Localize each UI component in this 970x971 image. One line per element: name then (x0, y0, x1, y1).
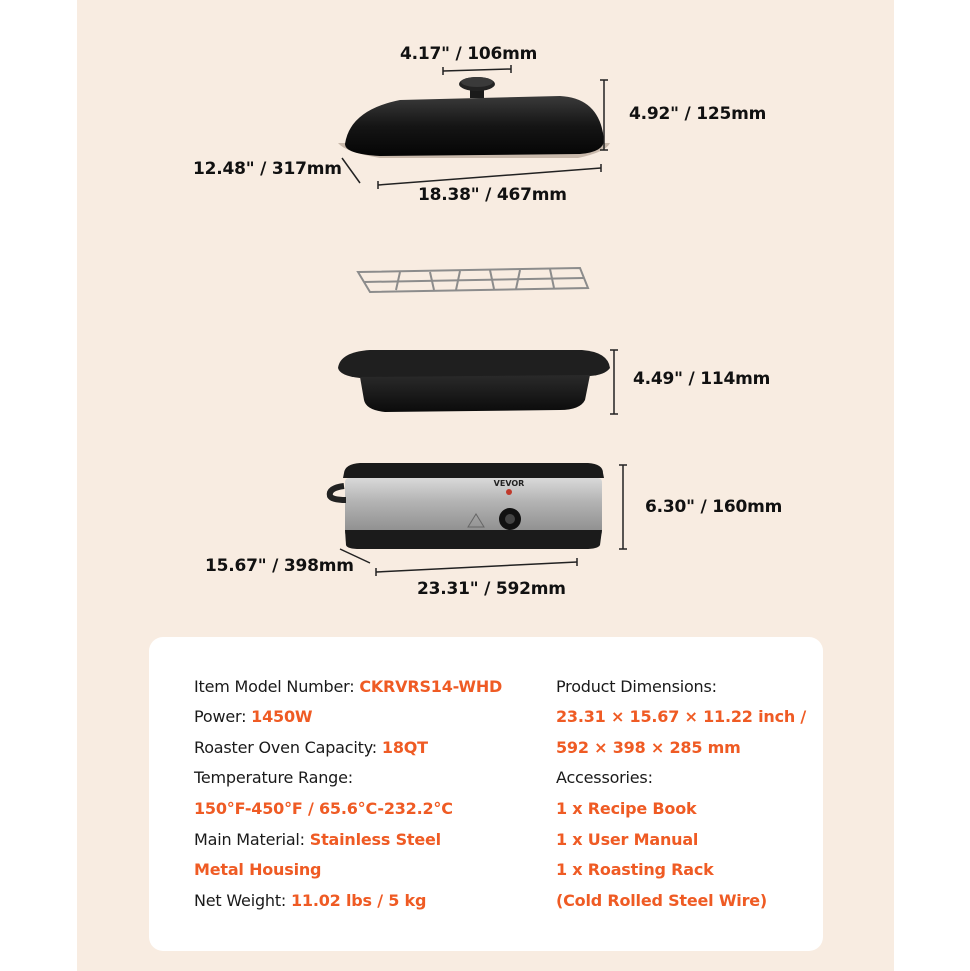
base-height-label: 6.30" / 160mm (645, 497, 783, 517)
knob-width-label: 4.17" / 106mm (400, 44, 538, 64)
spec-weight-label: Net Weight: (194, 891, 291, 910)
spec-temp-label: Temperature Range: (194, 768, 353, 787)
spec-power-value: 1450W (251, 707, 313, 726)
spec-material-label: Main Material: (194, 830, 310, 849)
spec-dimensions-label: Product Dimensions: (556, 677, 717, 696)
spec-dimensions-value-2: 592 × 398 × 285 mm (556, 738, 741, 757)
spec-power-label: Power: (194, 707, 252, 726)
lid-depth-label: 12.48" / 317mm (193, 159, 342, 179)
spec-material (194, 830, 441, 849)
spec-model-label: Item Model Number: (194, 677, 360, 696)
lid-length-label: 18.38" / 467mm (418, 185, 567, 205)
spec-capacity-value: 18QT (381, 738, 428, 757)
lid-height-label: 4.92" / 125mm (629, 104, 767, 124)
base-length-label: 23.31" / 592mm (417, 579, 566, 599)
spec-weight (194, 891, 426, 910)
spec-material-value-2: Metal Housing (194, 860, 322, 879)
spec-material-value-1: Stainless Steel (309, 830, 441, 849)
roaster-base (330, 463, 604, 549)
spec-model-value: CKRVRS14-WHD (359, 677, 503, 696)
spec-accessories-label: Accessories: (556, 768, 653, 787)
inner-pan (338, 350, 610, 412)
lid (338, 77, 610, 158)
spec-model (194, 677, 502, 696)
pan-height-label: 4.49" / 114mm (633, 369, 771, 389)
spec-temp-value: 150°F-450°F / 65.6°C-232.2°C (194, 799, 453, 818)
spec-capacity (194, 738, 428, 757)
spec-weight-value: 11.02 lbs / 5 kg (291, 891, 427, 910)
spec-capacity-label: Roaster Oven Capacity: (194, 738, 382, 757)
roasting-rack (358, 268, 588, 292)
base-depth-label: 15.67" / 398mm (205, 556, 354, 576)
spec-power (194, 707, 312, 726)
brand-logo: VEVOR (493, 479, 525, 488)
spec-accessory-recipe-book: 1 x Recipe Book (556, 799, 697, 818)
spec-accessory-rack-note: (Cold Rolled Steel Wire) (556, 891, 768, 910)
spec-dimensions-value-1: 23.31 × 15.67 × 11.22 inch / (556, 707, 807, 726)
spec-accessory-user-manual: 1 x User Manual (556, 830, 699, 849)
spec-accessory-roasting-rack: 1 x Roasting Rack (556, 860, 714, 879)
